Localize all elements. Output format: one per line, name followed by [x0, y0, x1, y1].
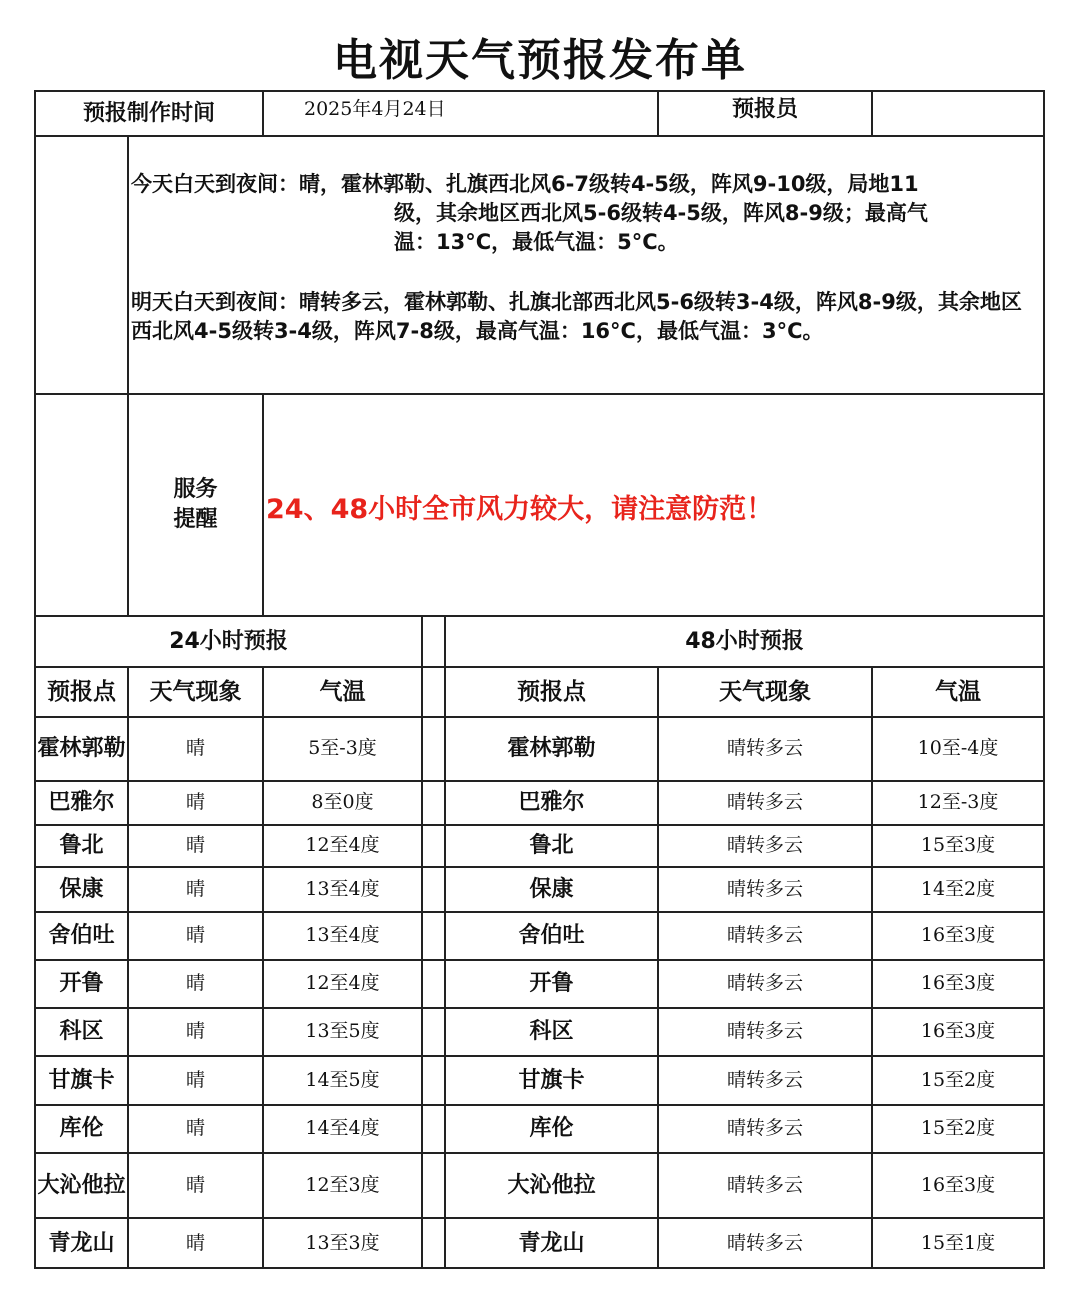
weather-24: 晴 [185, 877, 205, 900]
forecaster-value [873, 92, 1043, 135]
station-24: 鲁北 [59, 833, 104, 859]
weather-24: 晴 [185, 1117, 205, 1140]
weather-24: 晴 [185, 1231, 205, 1254]
station-24: 库伦 [59, 1116, 104, 1142]
station-24: 青龙山 [48, 1230, 115, 1256]
station-24: 舍伯吐 [48, 923, 115, 949]
weather-48: 晴转多云 [726, 1173, 803, 1196]
weather-24: 晴 [185, 791, 205, 814]
temp-48: 12至-3度 [917, 791, 999, 814]
weather-24: 晴 [185, 1173, 205, 1196]
today-line1: 晴，霍林郭勒、扎旗西北风6-7级转4-5级，阵风9-10级，局地11 [299, 172, 919, 196]
station-48: 开鲁 [529, 971, 574, 997]
col-weather-24: 天气现象 [149, 678, 242, 705]
temp-24: 14至5度 [305, 1068, 380, 1091]
page-title: 电视天气预报发布单 [333, 35, 747, 86]
temp-24: 14至4度 [305, 1117, 380, 1140]
col-station-48: 预报点 [517, 678, 586, 705]
col-station-24: 预报点 [47, 678, 116, 705]
temp-48: 16至3度 [920, 1020, 996, 1043]
station-48: 甘旗卡 [518, 1067, 585, 1093]
today-line3: 温：13°C，最低气温：5°C。 [394, 230, 679, 254]
station-24: 科区 [59, 1019, 104, 1045]
h24-title: 24小时预报 [169, 628, 288, 654]
service-label-line1: 服务 [173, 477, 218, 502]
col-temp-48: 气温 [935, 678, 981, 705]
temp-48: 14至2度 [920, 877, 996, 900]
temp-24: 12至4度 [305, 972, 380, 995]
temp-24: 12至4度 [305, 834, 380, 857]
time-label: 预报制作时间 [82, 100, 215, 126]
forecaster-label: 预报员 [731, 97, 798, 123]
station-24: 巴雅尔 [48, 790, 115, 816]
temp-24: 5至-3度 [308, 737, 377, 760]
temp-48: 16至3度 [920, 924, 996, 947]
temp-24: 12至3度 [305, 1173, 380, 1196]
temp-24: 13至3度 [305, 1231, 380, 1254]
station-48: 科区 [529, 1019, 574, 1045]
temp-48: 15至2度 [920, 1068, 996, 1091]
service-label-line2: 提醒 [173, 507, 218, 532]
temp-48: 15至3度 [920, 834, 996, 857]
station-24: 霍林郭勒 [37, 736, 126, 762]
weather-48: 晴转多云 [726, 791, 803, 814]
station-48: 巴雅尔 [518, 790, 585, 816]
today-label: 今天白天到夜间： [131, 172, 299, 196]
station-24: 开鲁 [59, 971, 104, 997]
weather-48: 晴转多云 [726, 1020, 803, 1043]
temp-48: 16至3度 [920, 972, 996, 995]
weather-24: 晴 [185, 834, 205, 857]
station-24: 保康 [59, 876, 104, 902]
weather-48: 晴转多云 [726, 972, 803, 995]
temp-48: 10至-4度 [917, 737, 999, 760]
station-48: 保康 [529, 876, 574, 902]
weather-48: 晴转多云 [726, 1068, 803, 1091]
weather-24: 晴 [185, 1020, 205, 1043]
temp-48: 15至1度 [920, 1231, 996, 1254]
weather-48: 晴转多云 [726, 737, 803, 760]
station-48: 鲁北 [529, 833, 574, 859]
station-24: 甘旗卡 [48, 1067, 115, 1093]
temp-48: 15至2度 [920, 1117, 996, 1140]
temp-24: 13至5度 [305, 1020, 380, 1043]
temp-24: 13至4度 [305, 877, 380, 900]
temp-48: 16至3度 [920, 1173, 996, 1196]
weather-24: 晴 [185, 972, 205, 995]
weather-48: 晴转多云 [726, 834, 803, 857]
temp-24: 8至0度 [311, 791, 374, 814]
weather-48: 晴转多云 [726, 924, 803, 947]
service-label [129, 470, 262, 540]
weather-48: 晴转多云 [726, 1117, 803, 1140]
station-48: 舍伯吐 [518, 923, 585, 949]
station-24: 大沁他拉 [37, 1172, 126, 1198]
service-alert: 24、48小时全市风力较大，请注意防范！ [266, 494, 774, 525]
temp-24: 13至4度 [305, 924, 380, 947]
tomorrow-forecast: 明天白天到夜间：晴转多云，霍林郭勒、扎旗北部西北风5-6级转3-4级，阵风8-9级，其余地区西北风4-5级转3-4级，阵风7-8级，最高气温：16°C，最低气温：3°C。 [131, 290, 1022, 343]
h48-title: 48小时预报 [685, 628, 804, 654]
weather-24: 晴 [185, 924, 205, 947]
weather-48: 晴转多云 [726, 877, 803, 900]
station-48: 霍林郭勒 [507, 736, 596, 762]
col-temp-24: 气温 [319, 678, 366, 705]
time-value: 2025年4月24日 [304, 98, 446, 121]
today-line2: 级，其余地区西北风5-6级转4-5级，阵风8-9级；最高气 [394, 201, 928, 225]
station-48: 库伦 [529, 1116, 574, 1142]
col-weather-48: 天气现象 [719, 678, 811, 705]
weather-48: 晴转多云 [726, 1231, 803, 1254]
weather-24: 晴 [185, 737, 205, 760]
weather-24: 晴 [185, 1068, 205, 1091]
station-48: 大沁他拉 [507, 1172, 596, 1198]
today-forecast [131, 170, 1041, 257]
station-48: 青龙山 [518, 1230, 585, 1256]
